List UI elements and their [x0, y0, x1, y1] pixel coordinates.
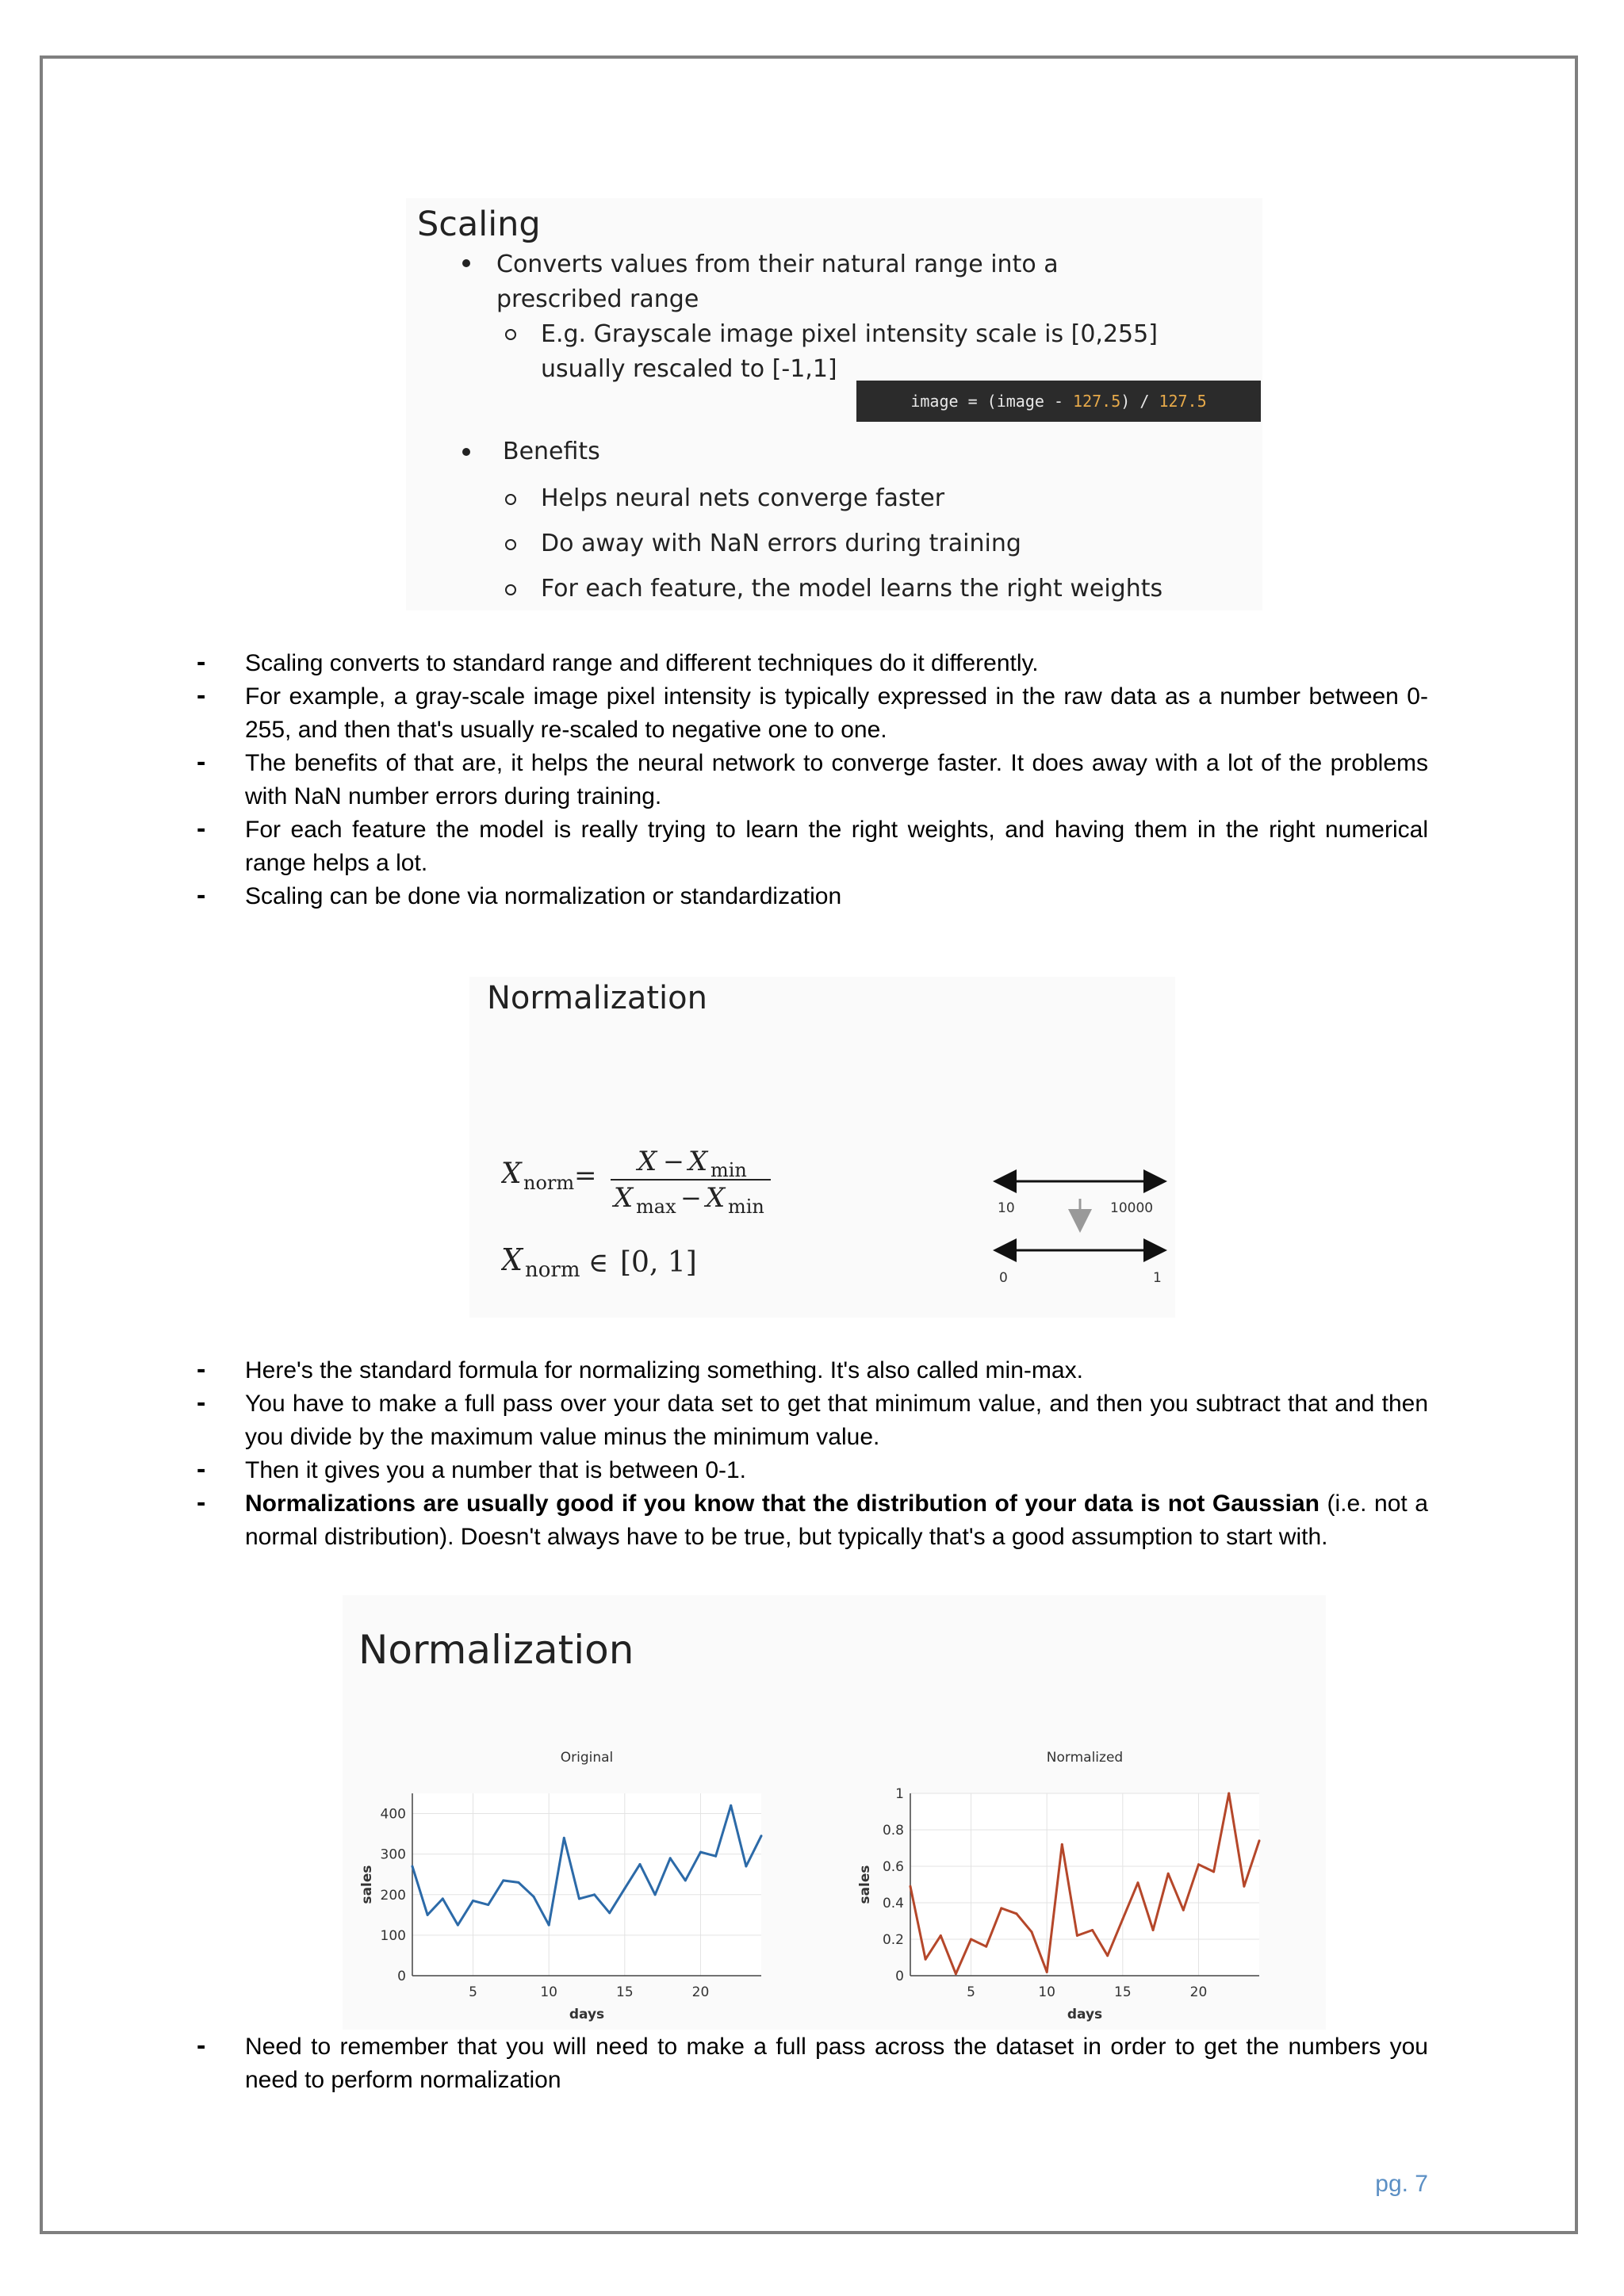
x-tick-label: 5 [469, 1984, 477, 2000]
y-tick-label: 400 [380, 1806, 406, 1823]
data-point [684, 1879, 687, 1881]
data-point [487, 1904, 489, 1906]
data-point [1121, 1918, 1124, 1920]
data-point [760, 1835, 763, 1837]
data-point [457, 1924, 459, 1927]
benefit-item: Helps neural nets converge faster [541, 484, 945, 512]
sub-bullet-circle-icon [504, 538, 517, 551]
dash-bullet: - [197, 647, 206, 677]
data-point [1212, 1870, 1215, 1873]
data-point [970, 1938, 972, 1941]
y-tick-label: 300 [380, 1846, 406, 1863]
data-point [638, 1863, 641, 1866]
scaling-sub-bullet-line-2: usually rescaled to [-1,1] [541, 355, 837, 383]
svg-text:norm: norm [523, 1172, 575, 1194]
data-point [1061, 1843, 1063, 1846]
normalization-chart-title: Normalization [358, 1627, 634, 1673]
note-text: The benefits of that are, it helps the neural network to converge faster. It does away with a lot of the problems with NaN number errors during training. [245, 750, 1428, 809]
note-text: Scaling converts to standard range and different techniques do it differently. [245, 650, 1039, 676]
y-tick-label: 0 [397, 1969, 406, 1984]
normalization-title: Normalization [487, 980, 707, 1016]
svg-text:[0, 1]: [0, 1] [620, 1246, 697, 1279]
normalization-chart-slide [343, 1595, 1326, 2030]
sub-bullet-circle-icon [504, 584, 517, 596]
x-tick-label: 20 [691, 1984, 710, 2000]
y-tick-label: 0.8 [882, 1823, 904, 1839]
svg-text:−: − [663, 1146, 684, 1177]
scaling-slide [406, 198, 1262, 610]
data-point [1046, 1971, 1048, 1973]
range-top-left-label: 10 [998, 1200, 1015, 1216]
data-point [593, 1893, 596, 1896]
scaling-sub-bullet-line-1: E.g. Grayscale image pixel intensity scale is [0,255] [541, 320, 1158, 348]
data-point [623, 1888, 626, 1890]
bullet-dot-icon [462, 447, 471, 457]
code-prefix: image = (image - [910, 392, 1074, 411]
dash-bullet: - [197, 880, 206, 910]
dash-bullet: - [197, 1387, 206, 1418]
benefit-item: Do away with NaN errors during training [541, 530, 1021, 557]
data-point [714, 1855, 717, 1858]
x-tick-label: 15 [1114, 1984, 1132, 2000]
data-point [472, 1900, 474, 1902]
code-number: 127.5 [1159, 392, 1207, 411]
svg-text:X: X [706, 1182, 726, 1214]
note-text: Scaling can be done via normalization or standardization [245, 883, 842, 909]
range-bottom-left-label: 0 [999, 1270, 1008, 1286]
data-point [1243, 1885, 1245, 1888]
range-bottom-right-label: 1 [1153, 1270, 1162, 1286]
svg-text:−: − [680, 1183, 702, 1213]
data-point [745, 1866, 747, 1868]
svg-text:X: X [501, 1242, 523, 1277]
min-max-formula [501, 1143, 802, 1302]
code-mid: ) / [1120, 392, 1159, 411]
svg-text:max: max [636, 1196, 676, 1218]
y-tick-label: 0.6 [882, 1859, 904, 1875]
data-point [1031, 1931, 1033, 1933]
scaling-bullet-1-line-2: prescribed range [496, 285, 699, 313]
x-axis-label: days [1067, 2007, 1103, 2022]
note-text [245, 1487, 1428, 1554]
data-point [940, 1934, 942, 1937]
data-point [578, 1897, 580, 1900]
data-point [1258, 1839, 1261, 1842]
svg-text:X: X [501, 1158, 522, 1190]
benefit-item: For each feature, the model learns the right weights [541, 575, 1163, 603]
data-point [442, 1897, 444, 1900]
data-point [548, 1924, 550, 1927]
range-mapping-diagram [993, 1167, 1183, 1302]
x-tick-label: 10 [540, 1984, 557, 2000]
data-point [730, 1804, 732, 1807]
data-point [910, 1885, 912, 1888]
data-point [1015, 1912, 1017, 1915]
svg-text:∈: ∈ [588, 1247, 609, 1279]
data-point [1197, 1863, 1200, 1866]
data-point [533, 1896, 535, 1898]
code-snippet [856, 381, 1261, 422]
data-point [517, 1881, 519, 1884]
dash-bullet: - [197, 747, 206, 777]
y-tick-label: 200 [380, 1887, 406, 1904]
sub-bullet-circle-icon [504, 328, 517, 341]
data-point [925, 1958, 927, 1961]
x-tick-label: 5 [967, 1984, 975, 2000]
y-tick-label: 1 [895, 1786, 904, 1802]
dash-bullet: - [197, 1354, 206, 1384]
x-tick-label: 10 [1038, 1984, 1055, 2000]
plot-area [412, 1793, 761, 1976]
note-text: For each feature the model is really trying to learn the right weights, and having them in the right numerical range helps a lot. [245, 817, 1428, 876]
note-text: Need to remember that you will need to make a full pass across the dataset in order to get the numbers you need to perform normalization [245, 2034, 1428, 2093]
data-point [1091, 1929, 1094, 1931]
data-point [563, 1837, 565, 1839]
scaling-bullet-1-line-1: Converts values from their natural range into a [496, 251, 1059, 278]
dash-bullet: - [197, 2030, 206, 2061]
chart-title: Original [560, 1750, 614, 1766]
y-tick-label: 0 [895, 1969, 904, 1984]
data-point [1106, 1954, 1109, 1957]
data-point [1136, 1881, 1139, 1884]
note-rest-text: (i.e. not a normal distribution). Doesn't always have to be true, but typically that's a good assumption to start with. [245, 1490, 1428, 1550]
note-text: Here's the standard formula for normalizing something. It's also called min-max. [245, 1357, 1083, 1383]
data-point [1182, 1909, 1185, 1911]
dash-bullet: - [197, 1454, 206, 1484]
plot-area [910, 1793, 1259, 1976]
data-point [1167, 1873, 1170, 1875]
svg-text:min: min [710, 1159, 747, 1181]
dash-bullet: - [197, 1487, 206, 1517]
y-tick-label: 100 [380, 1927, 406, 1944]
x-tick-label: 20 [1189, 1984, 1208, 2000]
sub-bullet-circle-icon [504, 493, 517, 506]
svg-text:norm: norm [525, 1258, 580, 1282]
y-tick-label: 0.2 [882, 1932, 904, 1948]
svg-text:=: = [574, 1160, 597, 1192]
note-bold-text: Normalizations are usually good if you know that the distribution of your data is not Gaussian [245, 1490, 1320, 1517]
data-point [985, 1946, 987, 1948]
note-text: For example, a gray-scale image pixel intensity is typically expressed in the raw data as a number between 0-255, and then that's usually re-scaled to negative one to one. [245, 683, 1428, 743]
data-point [1228, 1793, 1230, 1795]
data-point [608, 1911, 611, 1914]
svg-text:X: X [638, 1146, 657, 1177]
y-axis-label: sales [359, 1865, 375, 1904]
data-point [427, 1914, 429, 1916]
y-tick-label: 0.4 [882, 1896, 904, 1911]
normalization-charts [343, 1595, 1326, 2030]
data-point [955, 1973, 957, 1975]
data-point [654, 1893, 657, 1896]
page-number: pg. 7 [1375, 2171, 1428, 2197]
data-point [1076, 1934, 1078, 1937]
note-text: You have to make a full pass over your data set to get that minimum value, and then you subtract that and then you divide by the maximum value minus the minimum value. [245, 1391, 1428, 1450]
dash-bullet: - [197, 680, 206, 710]
y-axis-label: sales [857, 1865, 873, 1904]
chart-title: Normalized [1046, 1750, 1124, 1766]
data-point [699, 1851, 702, 1854]
svg-text:X: X [614, 1182, 634, 1214]
data-point [669, 1857, 672, 1859]
scaling-bullet-2: Benefits [503, 438, 600, 465]
code-number: 127.5 [1073, 392, 1121, 411]
range-top-right-label: 10000 [1110, 1200, 1154, 1216]
x-axis-label: days [569, 2007, 605, 2022]
normalization-formula-slide [469, 977, 1175, 1318]
svg-text:min: min [728, 1196, 764, 1218]
data-point [1152, 1929, 1155, 1931]
scaling-title: Scaling [417, 205, 541, 244]
dash-bullet: - [197, 813, 206, 844]
svg-text:X: X [688, 1146, 708, 1177]
data-point [412, 1866, 414, 1868]
data-point [502, 1879, 504, 1881]
note-text: Then it gives you a number that is between 0-1. [245, 1457, 747, 1483]
bullet-dot-icon [462, 258, 471, 268]
data-point [1000, 1907, 1002, 1909]
x-tick-label: 15 [616, 1984, 634, 2000]
